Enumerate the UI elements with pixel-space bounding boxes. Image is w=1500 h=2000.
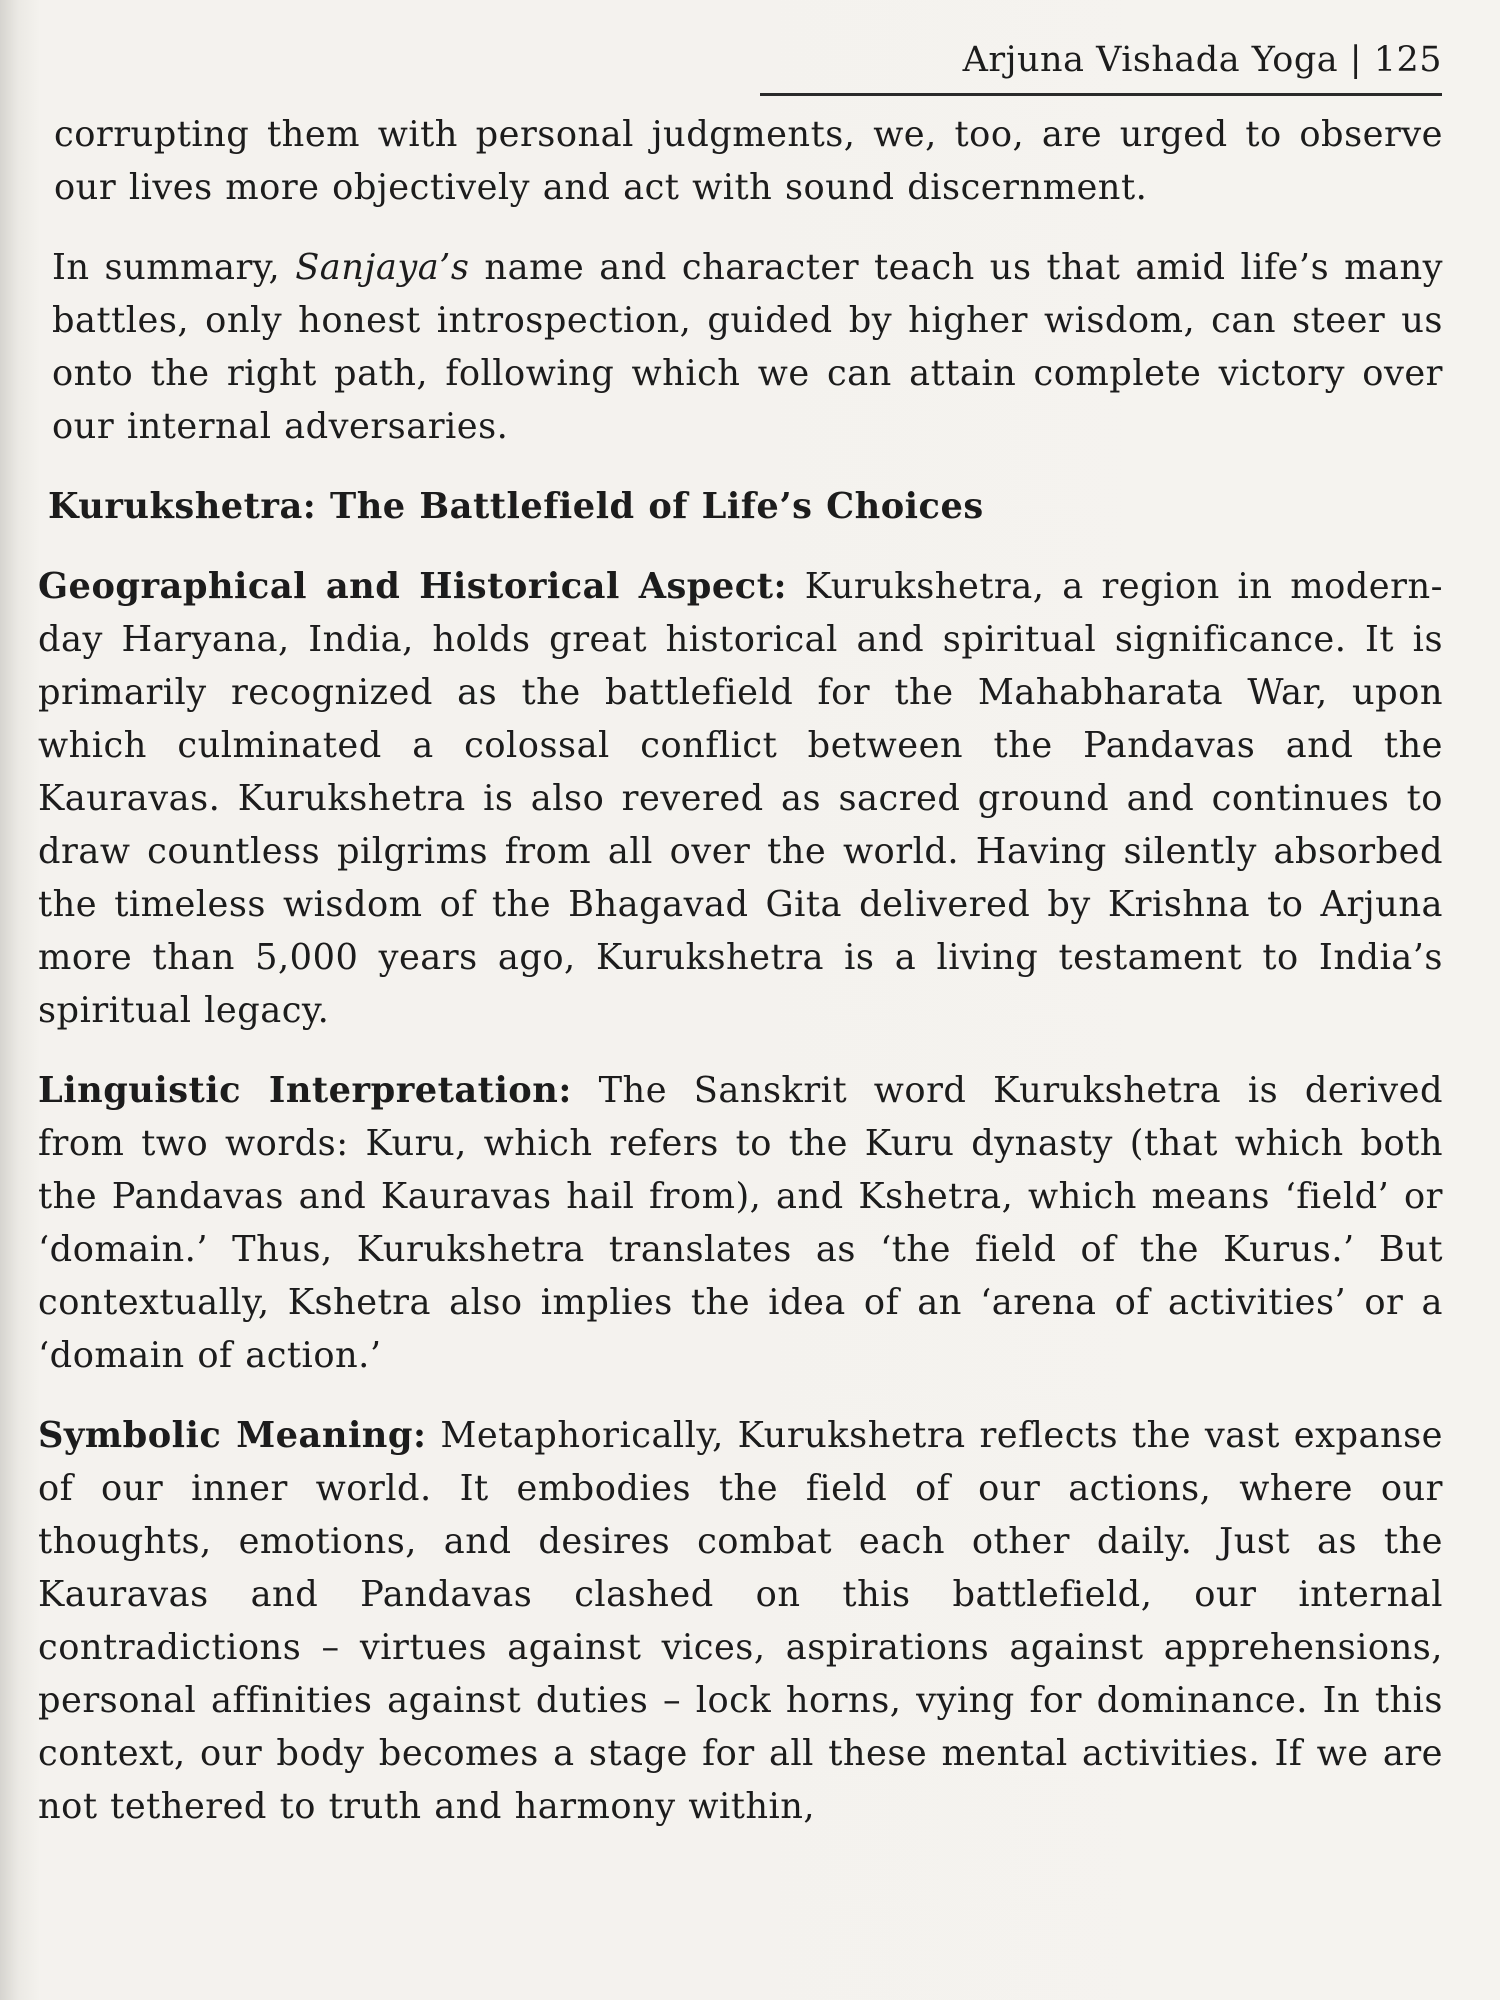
running-header [60, 40, 1442, 92]
chapter-title: Arjuna Vishada Yoga [962, 40, 1339, 80]
header-separator: | [1349, 40, 1363, 80]
paragraph-text-rest: name and character teach us that amid life’s many battles, only honest introspection, guided by higher wisdom, can steer us onto the right path, following which we can attain complete victory over our internal adversaries. [52, 247, 1443, 447]
paragraph-lead: Symbolic Meaning: [38, 1415, 427, 1456]
paragraph-summary [38, 241, 1443, 453]
paragraph-lead: Linguistic Interpretation: [38, 1070, 572, 1111]
paragraph-text-start: In summary, [52, 247, 296, 288]
paragraph-lead: Geographical and Historical Aspect: [38, 566, 787, 607]
paragraph-body: Metaphorically, Kurukshetra reflects the vast expanse of our inner world. It embodies the field of our actions, where our thoughts, emotions, and desires combat each other daily. Just as the Kauravas and Pandavas clashed on this battlefield, our internal contradictions – virtues against vices, aspirations against apprehensions, personal affinities against duties – lock horns, vying for dominance. In this context, our body becomes a stage for all these mental activities. If we are not tethered to truth and harmony within, [38, 1415, 1443, 1827]
page-number: 125 [1373, 40, 1442, 80]
header-rule [760, 93, 1442, 96]
paragraph-body: Kurukshetra, a region in modern-day Haryana, India, holds great historical and spiritual significance. It is primarily recognized as the battlefield for the Mahabharata War, upon which culminated a colossal conflict between the Pandavas and the Kauravas. Kurukshetra is also revered as sacred ground and continues to draw countless pilgrims from all over the world. Having silently absorbed the timeless wisdom of the Bhagavad Gita delivered by Krishna to Arjuna more than 5,000 years ago, Kurukshetra is a living testament to India’s spiritual legacy. [38, 566, 1443, 1031]
sanjaya-name: Sanjaya’s [295, 247, 470, 288]
paragraph-continuation [38, 108, 1443, 214]
paragraph-linguistic [38, 1064, 1443, 1382]
paragraph-symbolic [38, 1409, 1443, 1833]
paragraph-geographical [38, 560, 1443, 1037]
paragraph-body: The Sanskrit word Kurukshetra is derived from two words: Kuru, which refers to the Kuru dynasty (that which both the Pandavas and Kauravas hail from), and Kshetra, which means ‘field’ or ‘domain.’ Thus, Kurukshetra translates as ‘the field of the Kurus.’ But contextually, Kshetra also implies the idea of an ‘arena of activities’ or a ‘domain of action.’ [38, 1070, 1444, 1376]
section-heading: Kurukshetra: The Battlefield of Life’s Choices [48, 486, 984, 527]
page-body [38, 108, 1443, 1860]
paragraph-text: corrupting them with personal judgments, we, too, are urged to observe our lives more objectively and act with sound discernment. [54, 114, 1443, 208]
